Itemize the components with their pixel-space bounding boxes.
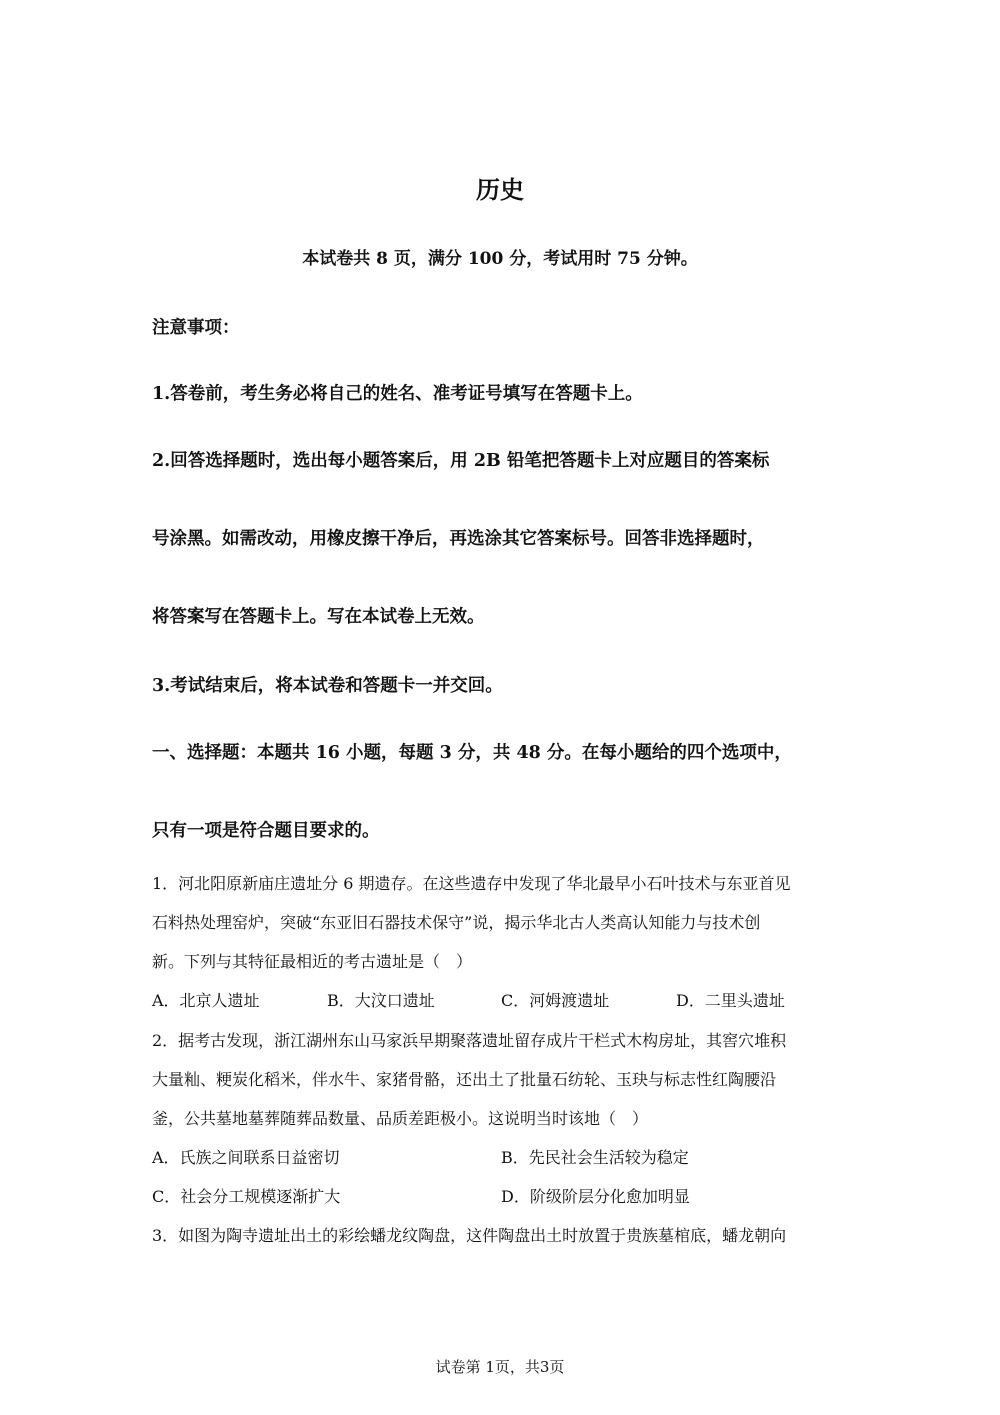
section-heading-line-2: 只有一项是符合题目要求的。 xyxy=(152,821,380,841)
section-heading-line-1: 一、选择题：本题共 16 小题，每题 3 分，共 48 分。在每小题给的四个选项中， xyxy=(152,743,792,763)
question-1-line-2: 石料热处理窑炉，突破“东亚旧石器技术保守”说，揭示华北古人类高认知能力与技术创 xyxy=(152,913,761,932)
exam-info: 本试卷共 8 页，满分 100 分，考试用时 75 分钟。 xyxy=(302,249,698,269)
question-2-line-1: 2．据考古发现，浙江湖州东山马家浜早期聚落遗址留存成片干栏式木构房址，其窖穴堆积 xyxy=(152,1031,787,1050)
question-1-option-c: C．河姆渡遗址 xyxy=(501,991,610,1010)
question-2-option-d: D．阶级阶层分化愈加明显 xyxy=(501,1187,690,1206)
notice-item-2-line-3: 将答案写在答题卡上。写在本试卷上无效。 xyxy=(152,607,485,627)
question-2-option-c: C．社会分工规模逐渐扩大 xyxy=(152,1187,341,1206)
question-2-option-b: B．先民社会生活较为稳定 xyxy=(501,1148,689,1167)
notice-item-1: 1.答卷前，考生务必将自己的姓名、准考证号填写在答题卡上。 xyxy=(152,384,643,404)
page-title: 历史 xyxy=(476,175,524,204)
question-1-option-d: D．二里头遗址 xyxy=(676,991,785,1010)
question-1-option-a: A．北京人遗址 xyxy=(152,991,260,1010)
notice-heading: 注意事项： xyxy=(152,318,240,338)
question-2-option-a: A．氏族之间联系日益密切 xyxy=(152,1148,340,1167)
notice-item-2-line-1: 2.回答选择题时，选出每小题答案后，用 2B 铅笔把答题卡上对应题目的答案标 xyxy=(152,451,770,471)
question-2-line-3: 釜，公共墓地墓葬随葬品数量、品质差距极小。这说明当时该地（ ） xyxy=(152,1109,649,1128)
notice-item-3: 3.考试结束后，将本试卷和答题卡一并交回。 xyxy=(152,676,503,696)
page-footer: 试卷第 1页，共3页 xyxy=(435,1358,565,1376)
question-1-line-1: 1．河北阳原新庙庄遗址分 6 期遗存。在这些遗存中发现了华北最早小石叶技术与东亚首见 xyxy=(152,874,791,893)
question-1-line-3: 新。下列与其特征最相近的考古遗址是（ ） xyxy=(152,952,473,971)
notice-item-2-line-2: 号涂黑。如需改动，用橡皮擦干净后，再选涂其它答案标号。回答非选择题时， xyxy=(152,529,765,549)
question-3-line-1: 3．如图为陶寺遗址出土的彩绘蟠龙纹陶盘，这件陶盘出土时放置于贵族墓棺底，蟠龙朝向 xyxy=(152,1226,787,1245)
question-2-line-2: 大量籼、粳炭化稻米，伴水牛、家猪骨骼，还出土了批量石纺轮、玉玦与标志性红陶腰沿 xyxy=(152,1070,777,1089)
question-1-option-b: B．大汶口遗址 xyxy=(327,991,435,1010)
